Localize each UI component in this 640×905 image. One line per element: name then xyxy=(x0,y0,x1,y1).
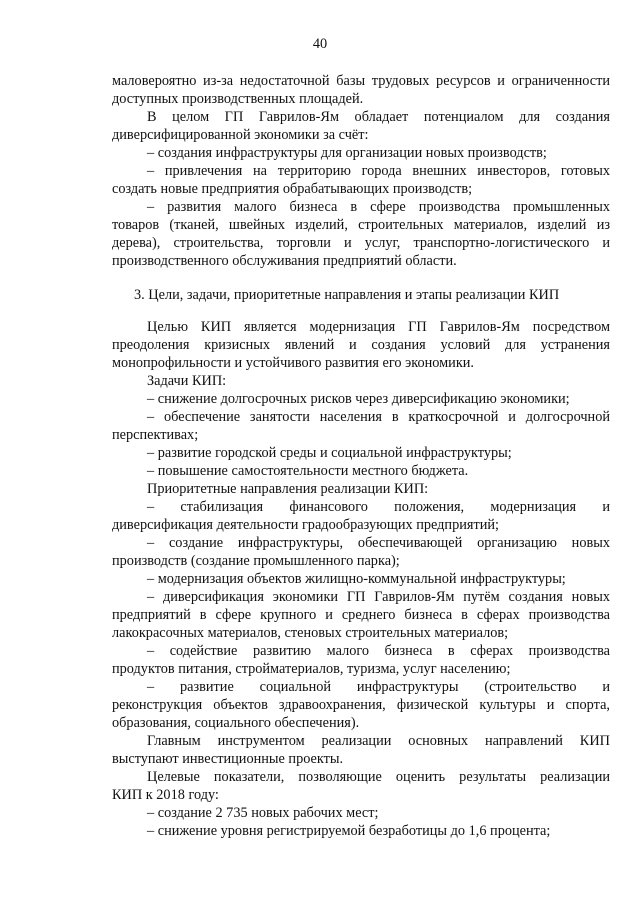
text-line: товаров (тканей, швейных изделий, строительных материалов, изделий из xyxy=(112,217,610,233)
text-line: производств (создание промышленного парка); xyxy=(112,553,400,569)
list-item: – создание 2 735 новых рабочих мест; xyxy=(147,805,379,821)
text-line: маловероятно из-за недостаточной базы трудовых ресурсов и ограниченности xyxy=(112,73,610,89)
list-item: – развитие социальной инфраструктуры (строительство и xyxy=(147,679,610,695)
page-number: 40 xyxy=(312,36,328,52)
text-line: лакокрасочных материалов, стеновых строительных материалов; xyxy=(112,625,509,641)
text-line: продуктов питания, стройматериалов, туризма, услуг населению; xyxy=(112,661,511,677)
list-item: – стабилизация финансового положения, модернизация и xyxy=(147,499,610,515)
list-item: – модернизация объектов жилищно-коммунальной инфраструктуры; xyxy=(147,571,566,587)
text-line: Целью КИП является модернизация ГП Гаврилов-Ям посредством xyxy=(147,319,610,335)
text-line: диверсификация деятельности градообразующих предприятий; xyxy=(112,517,499,533)
text-line: диверсифицированной экономики за счёт: xyxy=(112,127,369,143)
text-line: преодоления кризисных явлений и создания условий для устранения xyxy=(112,337,610,353)
text-line: образования, социального обеспечения). xyxy=(112,715,360,731)
list-item: – снижение долгосрочных рисков через диверсификацию экономики; xyxy=(147,391,570,407)
list-item: – обеспечение занятости населения в краткосрочной и долгосрочной xyxy=(147,409,610,425)
list-item: – развития малого бизнеса в сфере производства промышленных xyxy=(147,199,610,215)
text-line: создать новые предприятия обрабатывающих производств; xyxy=(112,181,473,197)
list-item: – снижение уровня регистрируемой безработицы до 1,6 процента; xyxy=(147,823,551,839)
text-line: В целом ГП Гаврилов-Ям обладает потенциалом для создания xyxy=(147,109,610,125)
text-line: Приоритетные направления реализации КИП: xyxy=(147,481,429,497)
list-item: – диверсификация экономики ГП Гаврилов-Ям путём создания новых xyxy=(147,589,610,605)
list-item: – создание инфраструктуры, обеспечивающей организацию новых xyxy=(147,535,610,551)
text-line: дерева), строительства, торговли и услуг, транспортно-логистического и xyxy=(112,235,610,251)
section-heading: 3. Цели, задачи, приоритетные направления и этапы реализации КИП xyxy=(134,287,560,303)
text-line: Главным инструментом реализации основных направлений КИП xyxy=(147,733,610,749)
text-line: Целевые показатели, позволяющие оценить результаты реализации xyxy=(147,769,610,785)
list-item: – повышение самостоятельности местного бюджета. xyxy=(147,463,469,479)
text-line: выступают инвестиционные проекты. xyxy=(112,751,344,767)
text-line: предприятий в сфере крупного и среднего бизнеса в сферах производства xyxy=(112,607,610,623)
text-line: производственного обслуживания предприятий области. xyxy=(112,253,457,269)
list-item: – содействие развитию малого бизнеса в сферах производства xyxy=(147,643,610,659)
list-item: – привлечения на территорию города внешних инвесторов, готовых xyxy=(147,163,610,179)
list-item: – создания инфраструктуры для организации новых производств; xyxy=(147,145,547,161)
text-line: доступных производственных площадей. xyxy=(112,91,364,107)
text-line: перспективах; xyxy=(112,427,199,443)
text-line: Задачи КИП: xyxy=(147,373,227,389)
text-line: КИП к 2018 году: xyxy=(112,787,219,803)
text-line: реконструкция объектов здравоохранения, физической культуры и спорта, xyxy=(112,697,610,713)
list-item: – развитие городской среды и социальной инфраструктуры; xyxy=(147,445,512,461)
text-line: монопрофильности и устойчивого развития его экономики. xyxy=(112,355,475,371)
